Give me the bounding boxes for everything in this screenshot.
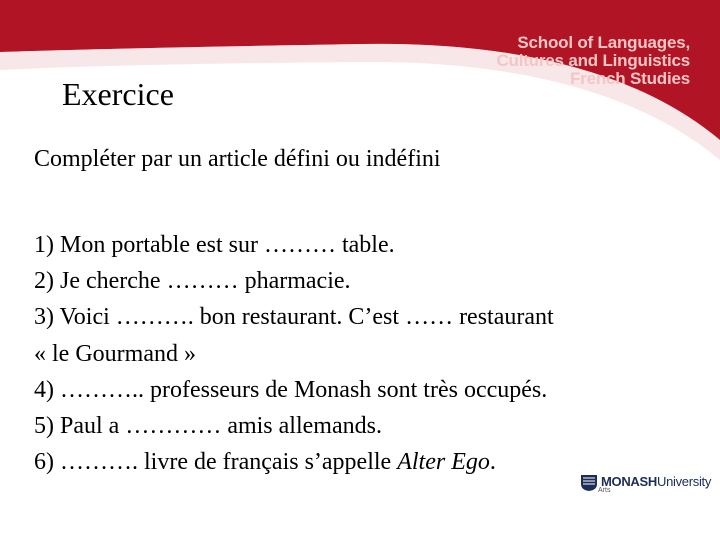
- monash-wordmark: [601, 474, 711, 489]
- monash-shield-icon: [580, 474, 598, 492]
- exercise-line-3-continued: « le Gourmand »: [34, 340, 196, 367]
- monash-brand: MONASH: [601, 474, 657, 489]
- exercise-line-6-prefix: 6) ………. livre de français s’appelle: [34, 449, 398, 476]
- exercise-line-6: [34, 444, 554, 480]
- exercise-line-5: 5) Paul a ………… amis allemands.: [34, 413, 382, 440]
- monash-logo: [580, 474, 711, 494]
- instruction-text: Compléter par un article défini ou indéfini: [34, 146, 441, 172]
- exercise-list: [34, 227, 554, 480]
- exercise-line-1: 1) Mon portable est sur ……… table.: [34, 232, 395, 258]
- school-line-2: Cultures and Linguistics: [496, 51, 690, 70]
- monash-sub: Arts: [598, 487, 611, 494]
- school-name: [496, 34, 690, 88]
- school-line-3: French Studies: [569, 69, 690, 88]
- book-title: Alter Ego: [397, 449, 490, 476]
- exercise-line-4: 4) ……….. professeurs de Monash sont très occupés.: [34, 376, 548, 403]
- monash-suffix: University: [656, 474, 712, 489]
- school-line-1: School of Languages,: [517, 33, 690, 52]
- exercise-line-3: 3) Voici ………. bon restaurant. C’est …… restaurant: [34, 304, 554, 331]
- exercise-line-6-suffix: .: [489, 449, 496, 476]
- slide-title: Exercice: [62, 76, 174, 112]
- exercise-line-2: 2) Je cherche ……… pharmacie.: [34, 268, 351, 295]
